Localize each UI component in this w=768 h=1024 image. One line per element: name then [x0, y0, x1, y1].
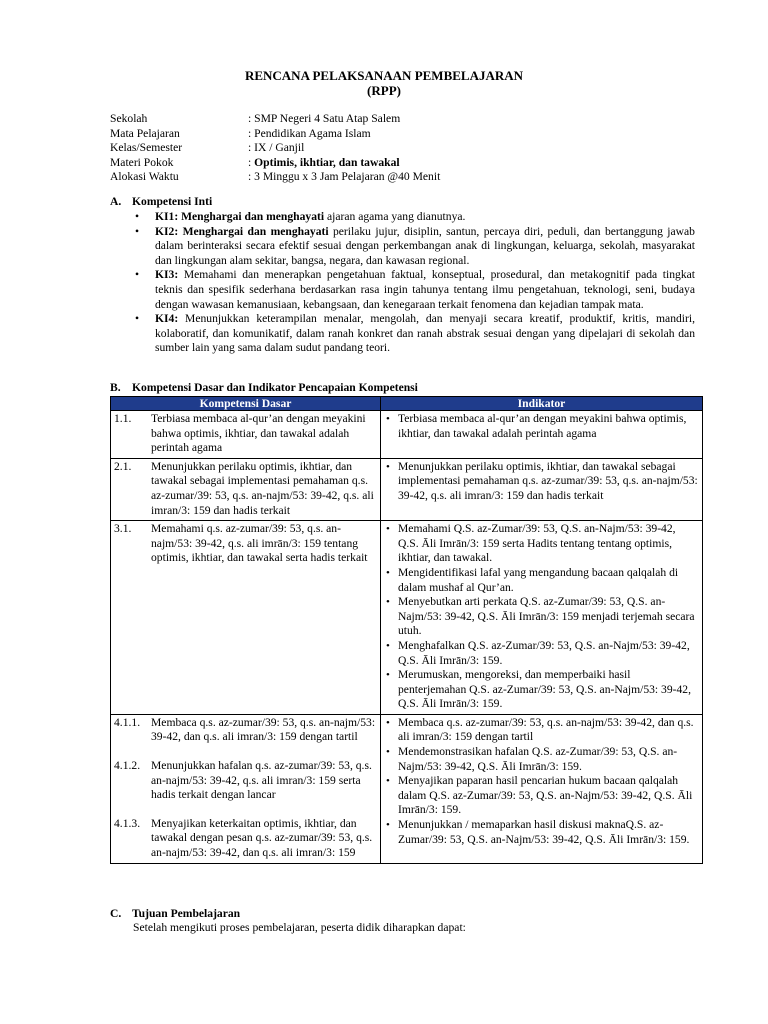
kd-cell [111, 714, 381, 863]
indikator-item: • Merumuskan, mengoreksi, dan memperbaiki hasil penterjemahan Q.S. az-Zumar/39: 53, Q.S. an-Najm/53: 39-42, Q.S. Āli Imrān/3: 159. [384, 668, 699, 712]
identity-label: Materi Pokok [110, 155, 174, 169]
kd-item [114, 412, 377, 456]
kompetensi-inti-list [133, 210, 695, 356]
document-title [0, 68, 768, 98]
tujuan-intro: Setelah mengikuti proses pembelajaran, peserta didik diharapkan dapat: [133, 921, 466, 934]
identity-value: : Pendidikan Agama Islam [248, 126, 371, 140]
table-row [111, 458, 703, 520]
kd-text: Menunjukkan hafalan q.s. az-zumar/39: 53, q.s. an-najm/53: 39-42, q.s. ali imran/3: 159 serta hadis terkait dengan lancar [151, 759, 372, 802]
indikator-item: • Mendemonstrasikan hafalan Q.S. az-Zumar/39: 53, Q.S. an-Najm/53: 39-42, Q.S. Āli Imrān/3: 159. [384, 745, 699, 774]
identity-row [110, 112, 440, 127]
indikator-item: • Terbiasa membaca al-qur’an dengan meyakini bahwa optimis, ikhtiar, dan tawakal adalah perintah agama [384, 412, 699, 441]
indikator-cell [381, 521, 703, 715]
section-letter: C. [110, 907, 122, 920]
title-main: RENCANA PELAKSANAAN PEMBELAJARAN [244, 68, 524, 83]
ki-text: ajaran agama yang dianutnya. [324, 210, 466, 223]
identity-value: Optimis, ikhtiar, dan tawakal [254, 155, 400, 169]
indikator-item: • Menunjukkan / memaparkan hasil diskusi maknaQ.S. az-Zumar/39: 53, Q.S. an-Najm/53: 39-42, Q.S. Āli Imrān/3: 159. [384, 818, 699, 847]
table-row [111, 411, 703, 459]
section-a-heading [110, 195, 212, 210]
header-indikator: Indikator [381, 397, 703, 411]
ki-item [133, 268, 695, 312]
section-title: Kompetensi Inti [132, 195, 213, 208]
identity-row [110, 156, 440, 171]
kd-item [114, 522, 377, 566]
indikator-item: • Menghafalkan Q.S. az-Zumar/39: 53, Q.S. an-Najm/53: 39-42, Q.S. Āli Imrān/3: 159. [384, 639, 699, 668]
ki-item [133, 225, 695, 269]
identity-colon: : [248, 155, 255, 169]
indikator-item: • Menyajikan paparan hasil pencarian hukum bacaan qalqalah dalam Q.S. az-Zumar/39: 53, Q.S. an-Najm/53: 39-42, Q.S. Āli Imrān/3: 159. [384, 774, 699, 818]
ki-head: KI3: [155, 268, 179, 282]
indikator-list [384, 716, 699, 847]
kd-number: 4.1.2. [114, 759, 141, 773]
identity-value: : SMP Negeri 4 Satu Atap Salem [248, 112, 401, 125]
indikator-item: • Memahami Q.S. az-Zumar/39: 53, Q.S. an-Najm/53: 39-42, Q.S. Āli Imrān/3: 159 serta Hadits tentang tentang optimis, ikhtiar, dan tawakal. [384, 522, 699, 566]
identity-block [110, 112, 440, 185]
ki-item [133, 210, 695, 225]
indikator-item: • Menunjukkan perilaku optimis, ikhtiar, dan tawakal sebagai implementasi pemahaman q.s. az-zumar/39: 53, q.s. an-najm/53: 39-42, q.s. ali imran/3: 159 dan hadis terkait [384, 460, 699, 504]
ki-head: KI4: [155, 312, 179, 326]
section-c-heading [110, 907, 240, 922]
kd-cell [111, 521, 381, 715]
kd-text: Menyajikan keterkaitan optimis, ikhtiar, dan tawakal dengan pesan q.s. az-zumar/39: 53, q.s. an-najm/53: 39-42, dan q.s. ali imran/3: 159 [151, 816, 373, 860]
ki-text: perilaku jujur, disiplin, santun, percaya diri, peduli, dan bertanggung jawab dalam berinteraksi secara efektif sesuai dengan perkembangan anak di lingkungan, keluarga, sekolah, masyarakat dan lingkungan alam sekitar, bangsa, negara, dan kawasan regional. [155, 224, 695, 267]
identity-value: : 3 Minggu x 3 Jam Pelajaran @40 Menit [248, 170, 441, 183]
kd-item [114, 817, 377, 861]
identity-row [110, 127, 440, 142]
kd-text: Menunjukkan perilaku optimis, ikhtiar, dan tawakal sebagai implementasi pemahaman q.s. az-zumar/39: 53, q.s. an-najm/53: 39-42, q.s. ali imran/3: 159 dan hadis terkait [151, 459, 374, 517]
identity-label: Kelas/Semester [110, 141, 183, 154]
section-title: Kompetensi Dasar dan Indikator Pencapaian Kompetensi [132, 381, 418, 394]
kd-item [114, 759, 377, 803]
table-row [111, 521, 703, 715]
ki-head: KI1: Menghargai dan menghayati [155, 210, 325, 223]
kd-number: 2.1. [114, 459, 132, 473]
table-header-row [111, 397, 703, 411]
ki-text: Menunjukkan keterampilan menalar, mengolah, dan menyaji secara kreatif, produktif, kritis, mandiri, kolaboratif, dan komunikatif, dalam ranah konkret dan ranah abstrak sesuai dengan yang dipelajari di sekolah dan sumber lain yang sama dalam sudut pandang teori. [155, 312, 695, 355]
kd-number: 1.1. [114, 412, 132, 425]
kd-cell [111, 411, 381, 459]
indikator-cell [381, 411, 703, 459]
indikator-cell [381, 458, 703, 520]
table-row [111, 714, 703, 863]
kd-number: 4.1.1. [114, 715, 141, 729]
kd-number: 3.1. [114, 522, 132, 536]
indikator-cell [381, 714, 703, 863]
ki-text: Memahami dan menerapkan pengetahuan faktual, konseptual, prosedural, dan metakognitif pada tingkat teknis dan spesifik sederhana berdasarkan rasa ingin tahunya tentang ilmu pengetahuan, teknologi, seni, budaya dengan wawasan kemanusiaan, kebangsaan, dan kenegaraan terkait fenomena dan kejadian tampak mata. [155, 268, 695, 311]
identity-label: Sekolah [110, 112, 148, 125]
kd-item [114, 460, 377, 518]
ki-item [133, 312, 695, 356]
indikator-list [384, 522, 699, 712]
indikator-list [384, 412, 699, 441]
kd-text: Membaca q.s. az-zumar/39: 53, q.s. an-najm/53: 39-42, dan q.s. ali imran/3: 159 dengan tartil [151, 715, 376, 744]
section-letter: B. [110, 381, 121, 394]
kd-cell [111, 458, 381, 520]
identity-row [110, 141, 440, 156]
indikator-item: • Menyebutkan arti perkata Q.S. az-Zumar/39: 53, Q.S. an-Najm/53: 39-42, Q.S. Āli Imrān/3: 159 menjadi terjemah secara utuh. [384, 595, 699, 639]
section-b-heading [110, 381, 418, 396]
kd-indikator-table [110, 396, 703, 864]
kd-text: Memahami q.s. az-zumar/39: 53, q.s. an-najm/53: 39-42, q.s. ali imrān/3: 159 tentang optimis, ikhtiar, dan tawakal serta hadis terkait [151, 522, 368, 565]
identity-row [110, 170, 440, 185]
kd-number: 4.1.3. [114, 816, 141, 830]
section-title: Tujuan Pembelajaran [132, 907, 241, 920]
section-letter: A. [110, 195, 122, 208]
identity-value: : IX / Ganjil [248, 141, 305, 154]
kd-text: Terbiasa membaca al-qur’an dengan meyakini bahwa optimis, ikhtiar, dan tawakal adalah perintah agama [151, 412, 366, 455]
title-sub: (RPP) [367, 83, 401, 98]
identity-label: Alokasi Waktu [110, 170, 179, 183]
kd-item [114, 716, 377, 745]
indikator-item: • Membaca q.s. az-zumar/39: 53, q.s. an-najm/53: 39-42, dan q.s. ali imran/3: 159 dengan tartil [384, 716, 699, 745]
indikator-list [384, 460, 699, 504]
ki-head: KI2: Menghargai dan menghayati [155, 224, 329, 238]
header-kompetensi-dasar: Kompetensi Dasar [111, 397, 381, 411]
identity-label: Mata Pelajaran [110, 126, 180, 140]
indikator-item: • Mengidentifikasi lafal yang mengandung bacaan qalqalah di dalam mushaf al Qur’an. [384, 566, 699, 595]
